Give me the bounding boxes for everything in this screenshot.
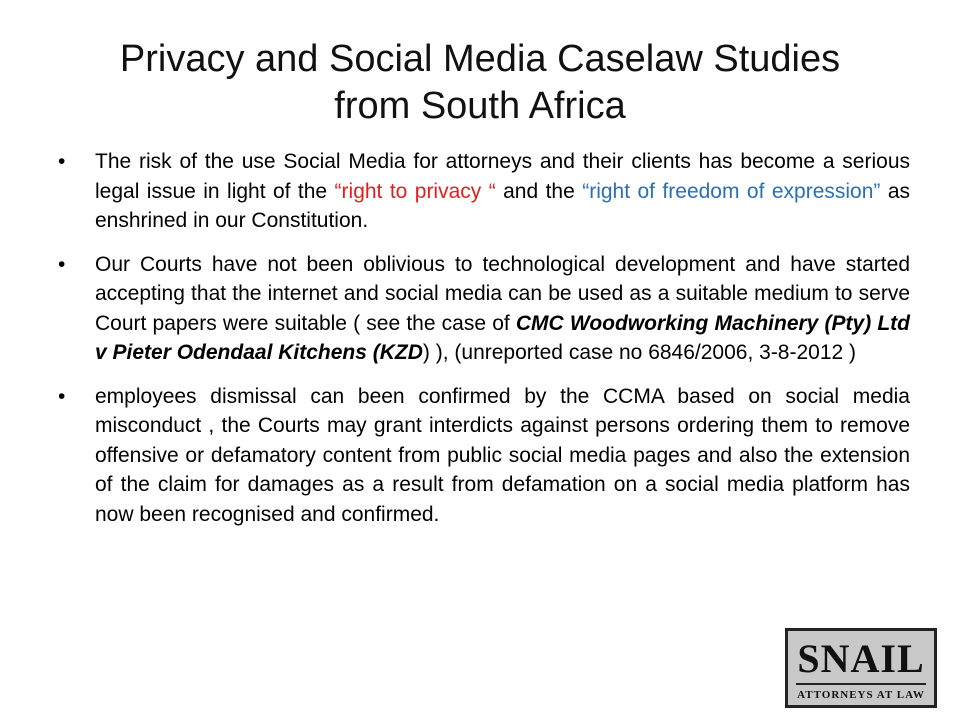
case-citation: CMC Woodworking Machinery (Pty) Ltd v Pieter Odendaal Kitchens (KZD xyxy=(95,311,910,364)
slide-title xyxy=(40,36,920,130)
right-to-privacy-phrase: “right to privacy “ xyxy=(334,179,496,203)
bullet-text: Our Courts have not been oblivious to technological development and have started accepting that the internet and social media can be used as a suitable medium to serve Court papers were suitable ( see the case of xyxy=(95,252,910,335)
snail-attorneys-logo xyxy=(785,628,937,708)
bullet-text: employees dismissal can been confirmed by the CCMA based on social media misconduct , the Courts may grant interdicts against persons ordering them to remove offensive or defamatory content from public social media pages and also the extension of the claim for damages as a result from defamation on a social media platform has now been recognised and confirmed. xyxy=(95,384,910,526)
bullet-item-privacy-risk xyxy=(58,147,910,236)
bullet-text: The risk of the use Social Media for attorneys and their clients has become a serious legal issue in light of the xyxy=(95,150,910,203)
bullet-text: ) ), (unreported case no 6846/2006, 3-8-2012 ) xyxy=(422,341,857,364)
bullet-icon: • xyxy=(58,384,66,408)
slide-title-line-2: from South Africa xyxy=(334,85,626,127)
bullet-item-courts-service xyxy=(58,250,910,368)
logo-name: SNAIL xyxy=(797,636,925,681)
bullet-text: and the xyxy=(495,179,583,203)
bullet-list xyxy=(58,147,910,543)
slide-title-line-1: Privacy and Social Media Caselaw Studies xyxy=(119,38,841,80)
bullet-icon: • xyxy=(58,150,66,173)
bullet-text: as enshrined in our Constitution. xyxy=(95,179,910,232)
bullet-icon: • xyxy=(58,252,66,276)
freedom-of-expression-phrase: “right of freedom of expression” xyxy=(582,179,881,203)
bullet-item-dismissal xyxy=(58,382,910,530)
logo-divider xyxy=(796,683,926,685)
logo-tagline: ATTORNEYS AT LAW xyxy=(797,689,925,701)
